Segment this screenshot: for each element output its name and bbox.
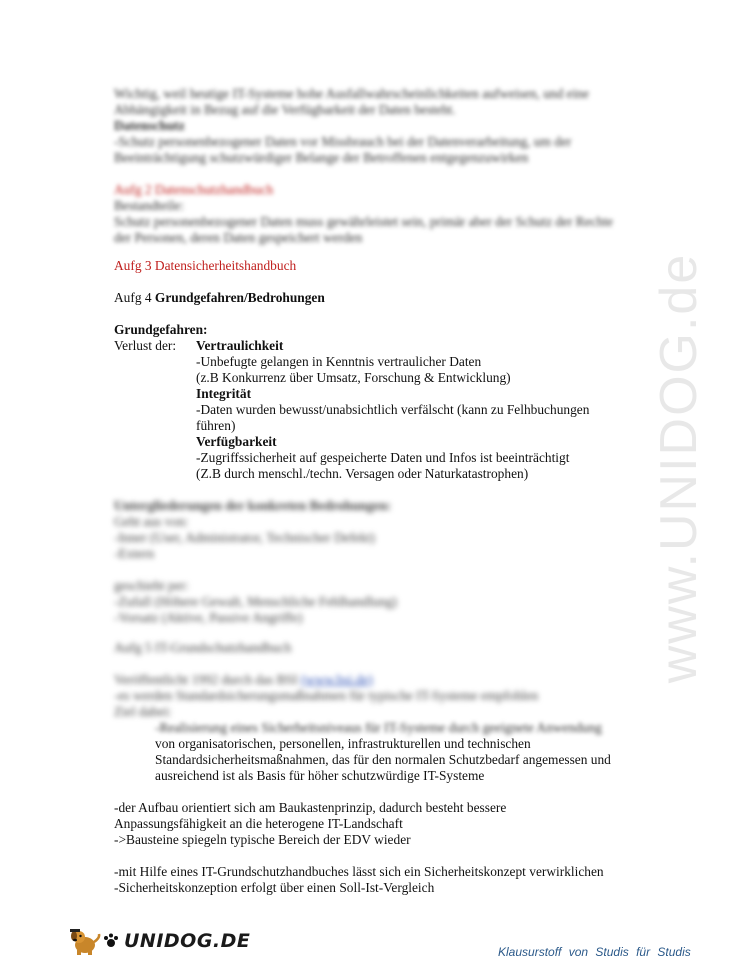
aufg4-heading bbox=[114, 290, 325, 306]
blurred-aufg5-heading: Aufg 5 IT-Grundschutzhandbuch bbox=[114, 640, 292, 655]
verfuegbarkeit-line-1: -Zugriffssicherheit auf gespeicherte Daten und Infos ist beeinträchtigt bbox=[196, 450, 570, 465]
footer-tagline: Klausurstoff von Studis für Studis bbox=[498, 945, 691, 959]
blurred-intro-line-4: Beeinträchtigung schutzwürdiger Belange der Betroffenen entgegenzuwirken bbox=[114, 150, 529, 165]
integritaet-line-2: führen) bbox=[196, 418, 236, 433]
verfuegbarkeit-line-2: (Z.B durch menschl./techn. Versagen oder Naturkatastrophen) bbox=[196, 466, 529, 481]
aufg3-heading: Aufg 3 Datensicherheitshandbuch bbox=[114, 258, 297, 273]
blurred-bsi-text: Veröffentlicht 1992 durch das BSI bbox=[114, 672, 298, 687]
dog-mascot-icon bbox=[68, 926, 102, 956]
grundgefahren-heading: Grundgefahren: bbox=[114, 322, 208, 337]
paw-icon bbox=[102, 932, 120, 950]
aufg2-line-1: Bestandteile: bbox=[114, 198, 184, 213]
blurred-zufall: -Zufall (Höhere Gewalt, Menschliche Fehlhandlung) bbox=[114, 594, 397, 609]
blurred-bsi-line bbox=[114, 672, 373, 688]
ziel-line-2: Standardsicherheitsmaßnahmen, das für den normalen Schutzbedarf angemessen und bbox=[155, 752, 611, 767]
blurred-massnahmen: -es werden Standardsicherungsmaßnahmen für typische IT-Systeme empfohlen bbox=[114, 688, 539, 703]
blurred-geht-aus: Geht aus von: bbox=[114, 514, 189, 529]
blurred-intro-line-2: Abhängigkeit in Bezug auf die Verfügbarkeit der Daten besteht. bbox=[114, 102, 456, 117]
unidog-watermark: www.UNIDOG.de bbox=[650, 252, 708, 684]
vertraulichkeit-title: Vertraulichkeit bbox=[196, 338, 284, 353]
vertraulichkeit-line-1: -Unbefugte gelangen in Kenntnis vertraulicher Daten bbox=[196, 354, 482, 369]
blurred-bedrohungen-heading: Untergliederungen der konkreten Bedrohungen: bbox=[114, 498, 392, 513]
logo-text: UNIDOG.DE bbox=[124, 930, 251, 952]
ziel-line-3: ausreichend ist als Basis für höher schutzwürdige IT-Systeme bbox=[155, 768, 485, 783]
verfuegbarkeit-title: Verfügbarkeit bbox=[196, 434, 277, 449]
blurred-inner: -Inner (User, Administrator, Technischer Defekt) bbox=[114, 530, 375, 545]
ziel-line-1: von organisatorischen, personellen, infrastrukturellen und technischen bbox=[155, 736, 531, 751]
aufbau-line-1: -der Aufbau orientiert sich am Baukastenprinzip, dadurch besteht bessere bbox=[114, 800, 507, 815]
verlust-label: Verlust der: bbox=[114, 338, 177, 353]
blurred-geschieht: geschieht per: bbox=[114, 578, 189, 593]
unidog-logo bbox=[68, 926, 250, 956]
integritaet-line-1: -Daten wurden bewusst/unabsichtlich verfälscht (kann zu Felhbuchungen bbox=[196, 402, 590, 417]
konzept-line-2: -Sicherheitskonzeption erfolgt über einen Soll-Ist-Vergleich bbox=[114, 880, 435, 895]
aufg2-line-3: der Personen, deren Daten gespeichert werden bbox=[114, 230, 363, 245]
integritaet-title: Integrität bbox=[196, 386, 252, 401]
blurred-intro-line-1: Wichtig, weil heutige IT-Systeme hohe Ausfallwahrscheinlichkeiten aufweisen, und eine bbox=[114, 86, 589, 101]
blurred-ziel-label: Ziel dabei: bbox=[114, 704, 172, 719]
aufg4-prefix: Aufg 4 bbox=[114, 290, 155, 305]
aufg2-line-2: Schutz personenbezogener Daten muss gewährleistet sein, primär aber der Schutz der Rechte bbox=[114, 214, 613, 229]
aufbau-line-3: ->Bausteine spiegeln typische Bereich der EDV wieder bbox=[114, 832, 411, 847]
blurred-intro-line-3: -Schutz personenbezogener Daten vor Missbrauch bei der Datenverarbeitung, um der bbox=[114, 134, 572, 149]
blurred-vorsatz: -Vorsatz (Aktive, Passive Angriffe) bbox=[114, 610, 303, 625]
konzept-line-1: -mit Hilfe eines IT-Grundschutzhandbuches lässt sich ein Sicherheitskonzept verwirklichen bbox=[114, 864, 604, 879]
aufg2-heading: Aufg 2 Datenschutzhandbuch bbox=[114, 182, 274, 197]
blurred-realisierung: -Realisierung eines Sicherheitsniveaus für IT-Systeme durch geeignete Anwendung bbox=[155, 720, 602, 735]
blurred-extern: -Extern bbox=[114, 546, 155, 561]
aufg4-title: Grundgefahren/Bedrohungen bbox=[154, 290, 325, 305]
blurred-intro-heading: Datenschutz bbox=[114, 118, 185, 133]
bsi-link[interactable]: (www.bsi.de) bbox=[300, 672, 373, 687]
aufbau-line-2: Anpassungsfähigkeit an die heterogene IT-Landschaft bbox=[114, 816, 403, 831]
vertraulichkeit-line-2: (z.B Konkurrenz über Umsatz, Forschung & Entwicklung) bbox=[196, 370, 511, 385]
